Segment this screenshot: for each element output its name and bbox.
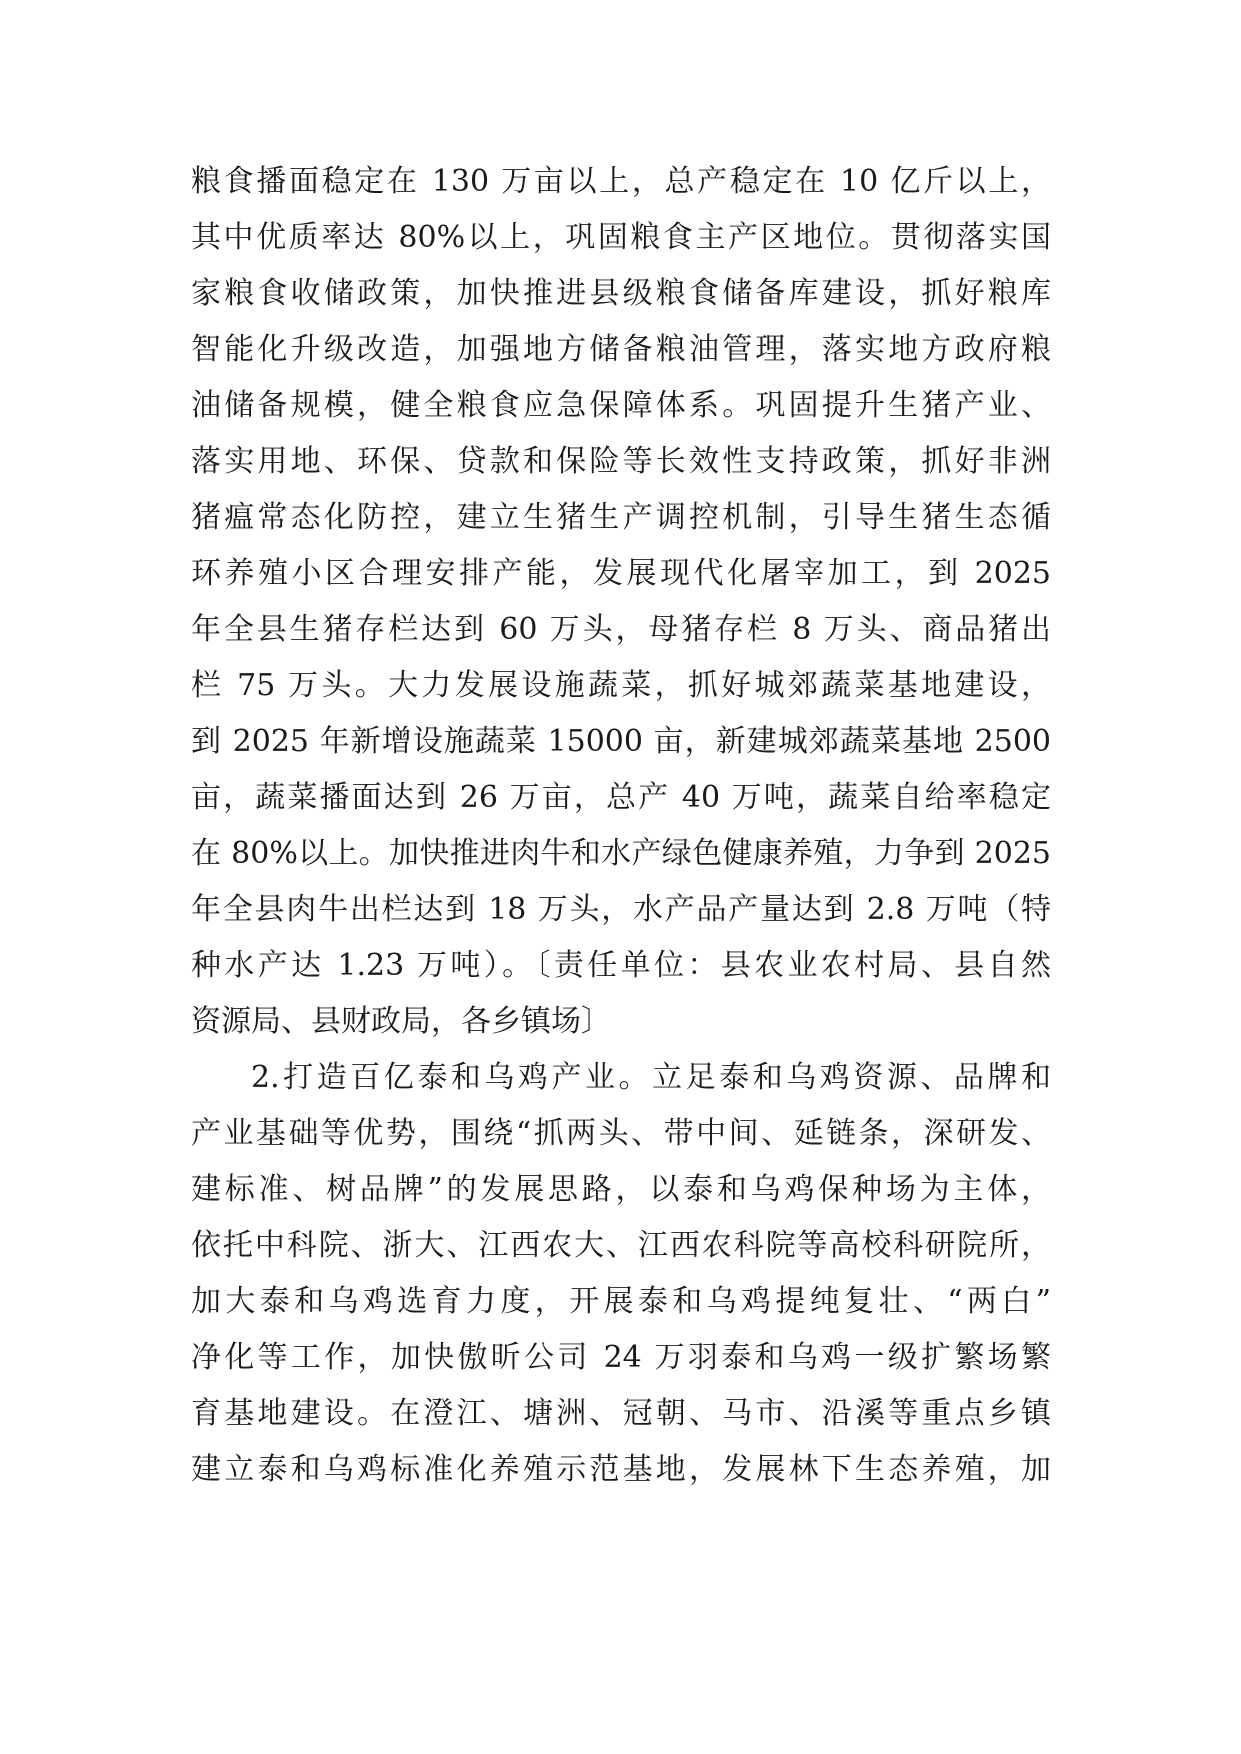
text-line: 育基地建设。在澄江、塘洲、冠朝、马市、沿溪等重点乡镇	[191, 1396, 1051, 1431]
section-heading-line: 2.打造百亿泰和乌鸡产业。立足泰和乌鸡资源、品牌和	[251, 1060, 1051, 1095]
text-line: 净化等工作，加快傲昕公司 24 万羽泰和乌鸡一级扩繁场繁	[191, 1340, 1051, 1375]
text-line: 年全县肉牛出栏达到 18 万头，水产品产量达到 2.8 万吨（特	[191, 892, 1051, 927]
text-line: 产业基础等优势，围绕“抓两头、带中间、延链条，深研发、	[191, 1116, 1051, 1151]
text-line: 加大泰和乌鸡选育力度，开展泰和乌鸡提纯复壮、“两白”	[191, 1284, 1051, 1319]
text-line: 在 80%以上。加快推进肉牛和水产绿色健康养殖，力争到 2025	[191, 836, 1051, 871]
text-line: 种水产达 1.23 万吨）。〔责任单位：县农业农村局、县自然	[191, 948, 1051, 983]
document-body	[191, 154, 1051, 1498]
text-line: 粮食播面稳定在 130 万亩以上，总产稳定在 10 亿斤以上，	[191, 164, 1051, 199]
text-line: 环养殖小区合理安排产能，发展现代化屠宰加工，到 2025	[191, 556, 1051, 591]
text-line: 亩，蔬菜播面达到 26 万亩，总产 40 万吨，蔬菜自给率稳定	[191, 780, 1051, 815]
text-line: 其中优质率达 80%以上，巩固粮食主产区地位。贯彻落实国	[191, 220, 1051, 255]
text-line: 依托中科院、浙大、江西农大、江西农科院等高校科研院所，	[191, 1228, 1051, 1263]
text-line: 到 2025 年新增设施蔬菜 15000 亩，新建城郊蔬菜基地 2500	[191, 724, 1051, 759]
text-line: 资源局、县财政局，各乡镇场〕	[191, 1004, 611, 1039]
text-line: 建标准、树品牌”的发展思路，以泰和乌鸡保种场为主体，	[191, 1172, 1051, 1207]
text-line: 建立泰和乌鸡标准化养殖示范基地，发展林下生态养殖，加	[191, 1452, 1051, 1487]
text-line: 年全县生猪存栏达到 60 万头，母猪存栏 8 万头、商品猪出	[191, 612, 1051, 647]
text-line: 栏 75 万头。大力发展设施蔬菜，抓好城郊蔬菜基地建设，	[191, 668, 1051, 703]
text-line: 落实用地、环保、贷款和保险等长效性支持政策，抓好非洲	[191, 444, 1051, 479]
text-line: 智能化升级改造，加强地方储备粮油管理，落实地方政府粮	[191, 332, 1051, 367]
text-line: 猪瘟常态化防控，建立生猪生产调控机制，引导生猪生态循	[191, 500, 1051, 535]
text-line: 家粮食收储政策，加快推进县级粮食储备库建设，抓好粮库	[191, 276, 1051, 311]
text-line: 油储备规模，健全粮食应急保障体系。巩固提升生猪产业、	[191, 388, 1051, 423]
